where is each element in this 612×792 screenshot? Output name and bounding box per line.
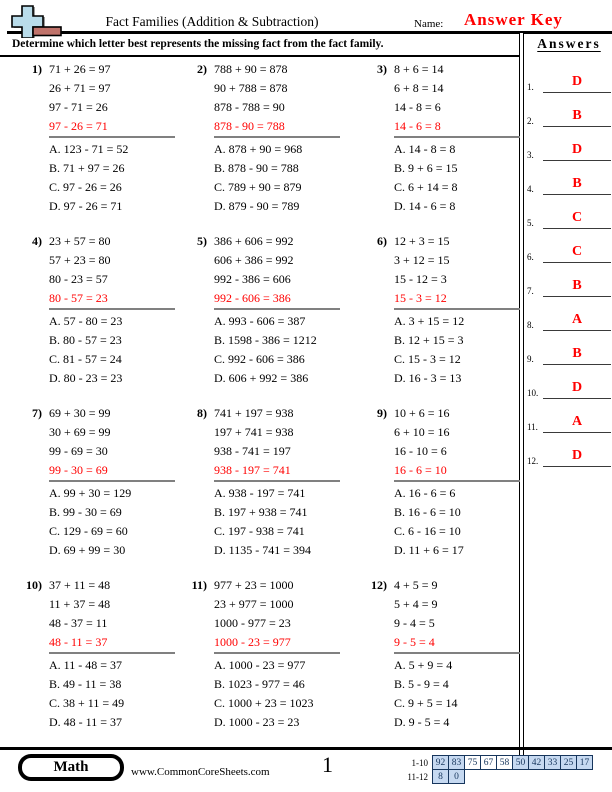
fact-line-3: 9 - 4 = 5 (394, 616, 435, 630)
problem-block (18, 404, 183, 576)
choice-d: D. 80 - 23 = 23 (49, 371, 123, 385)
choice-d: D. 69 + 99 = 30 (49, 543, 126, 557)
grading-row-1 (398, 755, 593, 770)
fact-line-3: 48 - 37 = 11 (49, 616, 108, 630)
problem-body (49, 404, 183, 576)
website-text: www.CommonCoreSheets.com (131, 766, 270, 778)
subject-badge (18, 754, 124, 781)
problem-number: 8) (197, 406, 207, 420)
fact-line-1: 8 + 6 = 14 (394, 62, 444, 76)
choice-a: A. 878 + 90 = 968 (214, 142, 303, 156)
missing-fact-line: 9 - 5 = 4 (394, 633, 520, 654)
fact-line-3: 938 - 741 = 197 (214, 444, 291, 458)
instruction-rule (0, 55, 520, 57)
fact-line-2: 6 + 8 = 14 (394, 81, 444, 95)
answer-blank: C (543, 210, 611, 229)
answer-blank: C (543, 244, 611, 263)
answer-item (527, 70, 611, 93)
answers-list (527, 70, 611, 467)
grade-cell: 17 (576, 755, 593, 770)
problem-number: 11) (191, 578, 207, 592)
choice-c: C. 97 - 26 = 26 (49, 180, 122, 194)
answer-item (527, 240, 611, 263)
choice-c: C. 9 + 5 = 14 (394, 696, 458, 710)
problem-body (49, 576, 183, 748)
worksheet-title: Fact Families (Addition & Subtraction) (105, 14, 319, 29)
choice-b: B. 5 - 9 = 4 (394, 677, 449, 691)
answer-item (527, 342, 611, 365)
problem-body (214, 576, 363, 748)
missing-fact-line: 14 - 6 = 8 (394, 117, 520, 138)
choice-a: A. 993 - 606 = 387 (214, 314, 306, 328)
missing-fact-line: 99 - 30 = 69 (49, 461, 175, 482)
problem-number: 4) (32, 234, 42, 248)
answer-blank: A (543, 414, 611, 433)
fact-line-2: 3 + 12 = 15 (394, 253, 450, 267)
choice-b: B. 12 + 15 = 3 (394, 333, 464, 347)
problem-body (394, 404, 520, 576)
grade-cell: 83 (448, 755, 465, 770)
choice-b: B. 49 - 11 = 38 (49, 677, 122, 691)
answer-blank: D (543, 142, 611, 161)
choice-a: A. 14 - 8 = 8 (394, 142, 456, 156)
plus-minus-icon (8, 2, 64, 43)
problem-body (49, 232, 183, 404)
choice-d: D. 1000 - 23 = 23 (214, 715, 300, 729)
fact-line-3: 878 - 788 = 90 (214, 100, 285, 114)
grade-cell: 42 (528, 755, 545, 770)
problem-number: 10) (26, 578, 42, 592)
choice-b: B. 80 - 57 = 23 (49, 333, 122, 347)
choice-d: D. 48 - 11 = 37 (49, 715, 122, 729)
choice-d: D. 1135 - 741 = 394 (214, 543, 311, 557)
choice-c: C. 38 + 11 = 49 (49, 696, 125, 710)
choice-a: A. 938 - 197 = 741 (214, 486, 306, 500)
choice-d: D. 9 - 5 = 4 (394, 715, 450, 729)
answer-blank: B (543, 108, 611, 127)
fact-line-1: 10 + 6 = 16 (394, 406, 450, 420)
problem-block (183, 576, 363, 748)
missing-fact-line: 938 - 197 = 741 (214, 461, 340, 482)
choice-c: C. 1000 + 23 = 1023 (214, 696, 314, 710)
problem-number: 9) (377, 406, 387, 420)
missing-fact-line: 97 - 26 = 71 (49, 117, 175, 138)
problem-block (183, 232, 363, 404)
choice-c: C. 197 - 938 = 741 (214, 524, 305, 538)
grading-row-2 (398, 769, 593, 784)
problem-block (183, 404, 363, 576)
fact-line-1: 37 + 11 = 48 (49, 578, 111, 592)
answer-number: 5. (527, 218, 534, 228)
answer-number: 10. (527, 388, 539, 398)
choice-b: B. 9 + 6 = 15 (394, 161, 458, 175)
answer-number: 4. (527, 184, 534, 194)
problem-block (363, 576, 520, 748)
answer-item (527, 410, 611, 433)
page-number: 1 (322, 752, 333, 777)
choice-a: A. 99 + 30 = 129 (49, 486, 132, 500)
instruction-text: Determine which letter best represents the missing fact from the fact family. (12, 38, 384, 50)
problem-block (18, 60, 183, 232)
fact-line-2: 23 + 977 = 1000 (214, 597, 294, 611)
fact-line-2: 197 + 741 = 938 (214, 425, 294, 439)
choice-d: D. 14 - 6 = 8 (394, 199, 456, 213)
missing-fact-line: 1000 - 23 = 977 (214, 633, 340, 654)
answer-item (527, 444, 611, 467)
choice-c: C. 129 - 69 = 60 (49, 524, 128, 538)
fact-line-1: 12 + 3 = 15 (394, 234, 450, 248)
problem-block (18, 232, 183, 404)
fact-line-2: 90 + 788 = 878 (214, 81, 288, 95)
fact-line-1: 71 + 26 = 97 (49, 62, 111, 76)
answer-blank: B (543, 278, 611, 297)
problems-grid (18, 60, 520, 748)
answer-item (527, 172, 611, 195)
grade-cell: 8 (432, 769, 449, 784)
answers-panel (527, 36, 611, 467)
choice-d: D. 16 - 3 = 13 (394, 371, 462, 385)
choice-d: D. 606 + 992 = 386 (214, 371, 309, 385)
fact-line-1: 977 + 23 = 1000 (214, 578, 294, 592)
fact-line-3: 16 - 10 = 6 (394, 444, 447, 458)
problem-block (183, 60, 363, 232)
problem-block (18, 576, 183, 748)
answer-key-label: Answer Key (464, 10, 563, 29)
fact-line-2: 57 + 23 = 80 (49, 253, 111, 267)
problem-body (394, 576, 520, 748)
answer-blank: D (543, 448, 611, 467)
choice-a: A. 16 - 6 = 6 (394, 486, 456, 500)
choice-a: A. 11 - 48 = 37 (49, 658, 122, 672)
problem-body (49, 60, 183, 232)
choice-d: D. 879 - 90 = 789 (214, 199, 300, 213)
fact-line-1: 69 + 30 = 99 (49, 406, 111, 420)
answer-number: 3. (527, 150, 534, 160)
choice-b: B. 16 - 6 = 10 (394, 505, 461, 519)
answer-item (527, 138, 611, 161)
choice-c: C. 992 - 606 = 386 (214, 352, 305, 366)
choice-b: B. 1598 - 386 = 1212 (214, 333, 317, 347)
choice-b: B. 197 + 938 = 741 (214, 505, 308, 519)
problem-number: 2) (197, 62, 207, 76)
fact-line-3: 97 - 71 = 26 (49, 100, 108, 114)
missing-fact-line: 16 - 6 = 10 (394, 461, 520, 482)
answer-item (527, 206, 611, 229)
choice-c: C. 15 - 3 = 12 (394, 352, 461, 366)
problem-block (363, 404, 520, 576)
fact-line-2: 11 + 37 = 48 (49, 597, 111, 611)
name-label: Name: (414, 18, 444, 30)
fact-line-3: 14 - 8 = 6 (394, 100, 441, 114)
grade-cell: 50 (512, 755, 529, 770)
grade-cell: 75 (464, 755, 481, 770)
problem-body (214, 404, 363, 576)
problem-body (214, 232, 363, 404)
answer-item (527, 274, 611, 297)
grading-table (398, 755, 593, 784)
problem-number: 5) (197, 234, 207, 248)
choice-b: B. 878 - 90 = 788 (214, 161, 299, 175)
answer-item (527, 376, 611, 399)
choice-b: B. 99 - 30 = 69 (49, 505, 122, 519)
answer-number: 11. (527, 422, 538, 432)
grade-cell: 0 (448, 769, 465, 784)
problem-number: 3) (377, 62, 387, 76)
grade-cell: 67 (480, 755, 497, 770)
answer-blank: B (543, 176, 611, 195)
choice-a: A. 5 + 9 = 4 (394, 658, 453, 672)
missing-fact-line: 80 - 57 = 23 (49, 289, 175, 310)
answer-number: 12. (527, 456, 539, 466)
fact-line-1: 386 + 606 = 992 (214, 234, 294, 248)
answer-number: 9. (527, 354, 534, 364)
grade-cell: 33 (544, 755, 561, 770)
fact-line-3: 992 - 386 = 606 (214, 272, 291, 286)
missing-fact-line: 992 - 606 = 386 (214, 289, 340, 310)
fact-line-2: 606 + 386 = 992 (214, 253, 294, 267)
fact-line-3: 15 - 12 = 3 (394, 272, 447, 286)
fact-line-1: 741 + 197 = 938 (214, 406, 294, 420)
choice-d: D. 97 - 26 = 71 (49, 199, 123, 213)
answer-blank: D (543, 380, 611, 399)
choice-d: D. 11 + 6 = 17 (394, 543, 464, 557)
problem-number: 1) (32, 62, 42, 76)
answer-item (527, 104, 611, 127)
answer-number: 7. (527, 286, 534, 296)
choice-c: C. 789 + 90 = 879 (214, 180, 302, 194)
choice-a: A. 57 - 80 = 23 (49, 314, 123, 328)
fact-line-1: 4 + 5 = 9 (394, 578, 438, 592)
problem-block (363, 60, 520, 232)
grade-cell: 58 (496, 755, 513, 770)
grading-row-2-label: 11-12 (407, 771, 428, 782)
fact-line-3: 99 - 69 = 30 (49, 444, 108, 458)
choice-b: B. 71 + 97 = 26 (49, 161, 125, 175)
choice-a: A. 3 + 15 = 12 (394, 314, 465, 328)
choice-c: C. 6 + 14 = 8 (394, 180, 458, 194)
fact-line-2: 26 + 71 = 97 (49, 81, 111, 95)
fact-line-1: 788 + 90 = 878 (214, 62, 288, 76)
choice-c: C. 6 - 16 = 10 (394, 524, 461, 538)
answers-title: Answers (537, 36, 601, 51)
answer-number: 8. (527, 320, 534, 330)
problem-body (394, 232, 520, 404)
answer-blank: B (543, 346, 611, 365)
fact-line-2: 6 + 10 = 16 (394, 425, 450, 439)
answer-number: 1. (527, 82, 534, 92)
grade-cell: 92 (432, 755, 449, 770)
missing-fact-line: 878 - 90 = 788 (214, 117, 340, 138)
footer-rule (0, 747, 612, 750)
choice-c: C. 81 - 57 = 24 (49, 352, 122, 366)
grading-row-1-label: 1-10 (411, 757, 428, 768)
subject-label: Math (21, 757, 121, 778)
problem-block (363, 232, 520, 404)
fact-line-2: 30 + 69 = 99 (49, 425, 111, 439)
answer-item (527, 308, 611, 331)
answer-number: 2. (527, 116, 534, 126)
problem-number: 12) (371, 578, 387, 592)
answer-number: 6. (527, 252, 534, 262)
answer-blank: A (543, 312, 611, 331)
choice-a: A. 1000 - 23 = 977 (214, 658, 306, 672)
fact-line-3: 80 - 23 = 57 (49, 272, 108, 286)
missing-fact-line: 15 - 3 = 12 (394, 289, 520, 310)
fact-line-2: 5 + 4 = 9 (394, 597, 438, 611)
choice-b: B. 1023 - 977 = 46 (214, 677, 305, 691)
problem-number: 6) (377, 234, 387, 248)
problem-body (394, 60, 520, 232)
missing-fact-line: 48 - 11 = 37 (49, 633, 175, 654)
fact-line-1: 23 + 57 = 80 (49, 234, 111, 248)
grade-cell: 25 (560, 755, 577, 770)
problem-body (214, 60, 363, 232)
problem-number: 7) (32, 406, 42, 420)
answer-blank: D (543, 74, 611, 93)
choice-a: A. 123 - 71 = 52 (49, 142, 129, 156)
fact-line-3: 1000 - 977 = 23 (214, 616, 291, 630)
